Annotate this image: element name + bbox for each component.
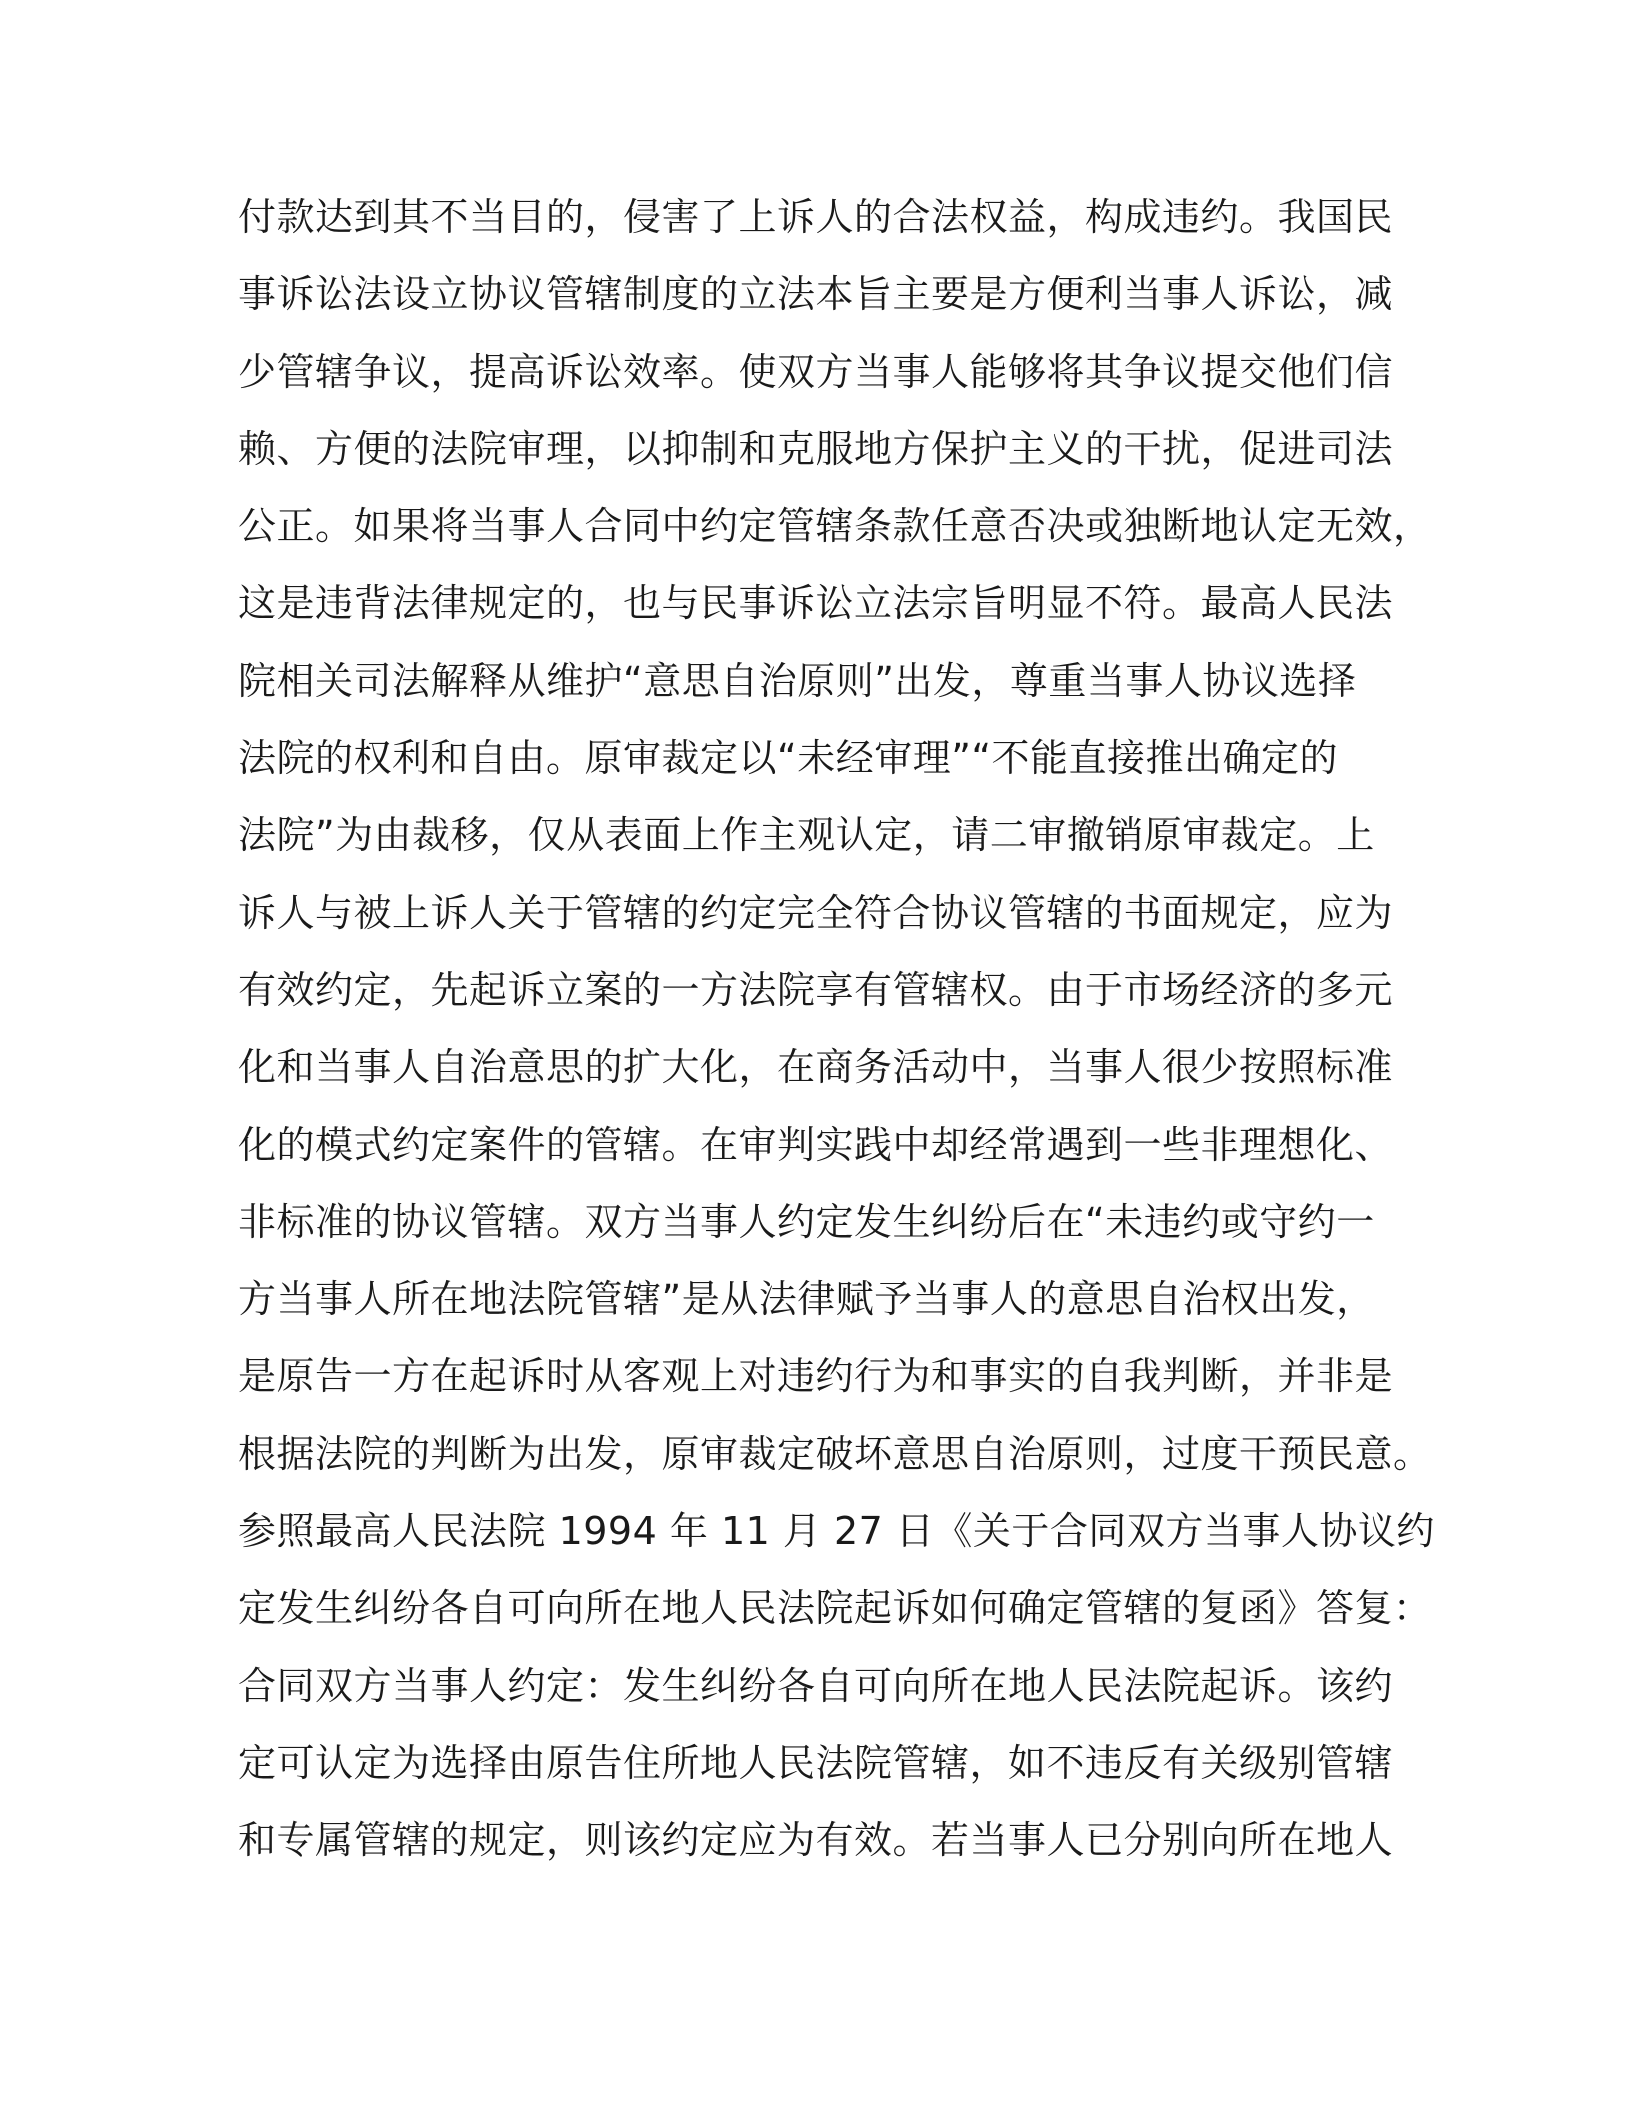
text-line: 定可认定为选择由原告住所地人民法院管辖，如不违反有关级别管辖 [238, 1740, 1394, 1785]
text-line: 化和当事人自治意思的扩大化，在商务活动中，当事人很少按照标准 [238, 1045, 1394, 1090]
text-line: 法院的权利和自由。原审裁定以“未经审理”“不能直接推出确定的 [238, 736, 1339, 781]
text-line: 是原告一方在起诉时从客观上对违约行为和事实的自我判断，并非是 [238, 1354, 1394, 1399]
text-line: 付款达到其不当目的，侵害了上诉人的合法权益，构成违约。我国民 [238, 195, 1394, 239]
text-line: 院相关司法解释从维护“意思自治原则”出发，尊重当事人协议选择 [238, 658, 1357, 703]
text-line: 非标准的协议管辖。双方当事人约定发生纠纷后在“未违约或守约一 [238, 1199, 1375, 1244]
text-line: 少管辖争议，提高诉讼效率。使双方当事人能够将其争议提交他们信 [238, 349, 1394, 394]
text-line: 根据法院的判断为出发，原审裁定破坏意思自治原则，过度干预民意。 [238, 1431, 1432, 1476]
text-line: 公正。如果将当事人合同中约定管辖条款任意否决或独断地认定无效， [238, 504, 1432, 549]
text-line: 合同双方当事人约定：发生纠纷各自可向所在地人民法院起诉。该约 [238, 1663, 1394, 1708]
text-line: 和专属管辖的规定，则该约定应为有效。若当事人已分别向所在地人 [238, 1818, 1394, 1863]
text-line: 有效约定，先起诉立案的一方法院享有管辖权。由于市场经济的多元 [238, 967, 1394, 1012]
text-line: 参照最高人民法院 1994 年 11 月 27 日《关于合同双方当事人协议约 [238, 1509, 1435, 1554]
text-line: 事诉讼法设立协议管辖制度的立法本旨主要是方便利当事人诉讼，减 [238, 272, 1394, 317]
text-line: 赖、方便的法院审理，以抑制和克服地方保护主义的干扰，促进司法 [238, 426, 1394, 471]
text-line: 这是违背法律规定的，也与民事诉讼立法宗旨明显不符。最高人民法 [238, 581, 1394, 626]
body-paragraph [238, 188, 1435, 1889]
text-line: 化的模式约定案件的管辖。在审判实践中却经常遇到一些非理想化、 [238, 1122, 1394, 1167]
text-line: 定发生纠纷各自可向所在地人民法院起诉如何确定管辖的复函》答复： [238, 1586, 1432, 1631]
text-line: 法院”为由裁移，仅从表面上作主观认定，请二审撤销原审裁定。上 [238, 813, 1375, 858]
text-line: 方当事人所在地法院管辖”是从法律赋予当事人的意思自治权出发， [238, 1277, 1375, 1322]
text-line: 诉人与被上诉人关于管辖的约定完全符合协议管辖的书面规定，应为 [238, 890, 1394, 935]
